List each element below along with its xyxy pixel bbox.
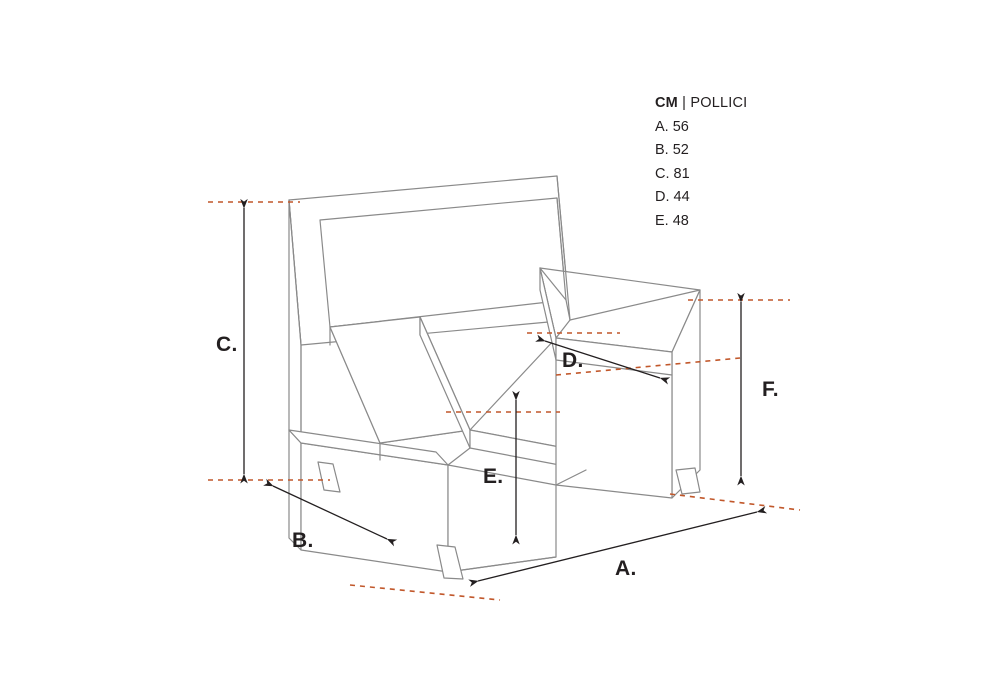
legend-code-d: D. (655, 189, 670, 205)
legend-value-e: 48 (672, 212, 689, 229)
legend-row-d (655, 186, 747, 210)
legend-code-e: E. (655, 212, 669, 229)
legend-code-a: A. (655, 118, 669, 135)
guide-bottom-front (350, 585, 500, 600)
legend-row-e (655, 210, 747, 234)
armchair-outline (289, 176, 700, 579)
legend-units (655, 92, 747, 116)
legend-unit-primary: CM (655, 95, 678, 111)
legend-unit-separator: | (677, 95, 691, 111)
dimension-label-C: C. (216, 333, 238, 356)
legend-value-b: 52 (672, 142, 689, 158)
dimension-legend (655, 92, 747, 233)
legend-unit-secondary: POLLICI (690, 95, 748, 111)
legend-value-c: 81 (673, 165, 690, 182)
legend-row-c (655, 163, 747, 187)
dimension-label-D: D. (562, 349, 584, 372)
legend-code-b: B. (655, 142, 669, 158)
legend-value-a: 56 (672, 118, 689, 135)
legend-value-d: 44 (673, 189, 690, 205)
guide-bottom-right (670, 494, 800, 510)
dimension-label-E: E. (483, 465, 504, 488)
legend-code-c: C. (655, 165, 670, 182)
dimension-label-A: A. (615, 557, 637, 580)
legend-row-a (655, 116, 747, 140)
dimension-label-F: F. (762, 378, 779, 401)
legend-row-b (655, 139, 747, 163)
dimension-label-B: B. (292, 529, 314, 552)
